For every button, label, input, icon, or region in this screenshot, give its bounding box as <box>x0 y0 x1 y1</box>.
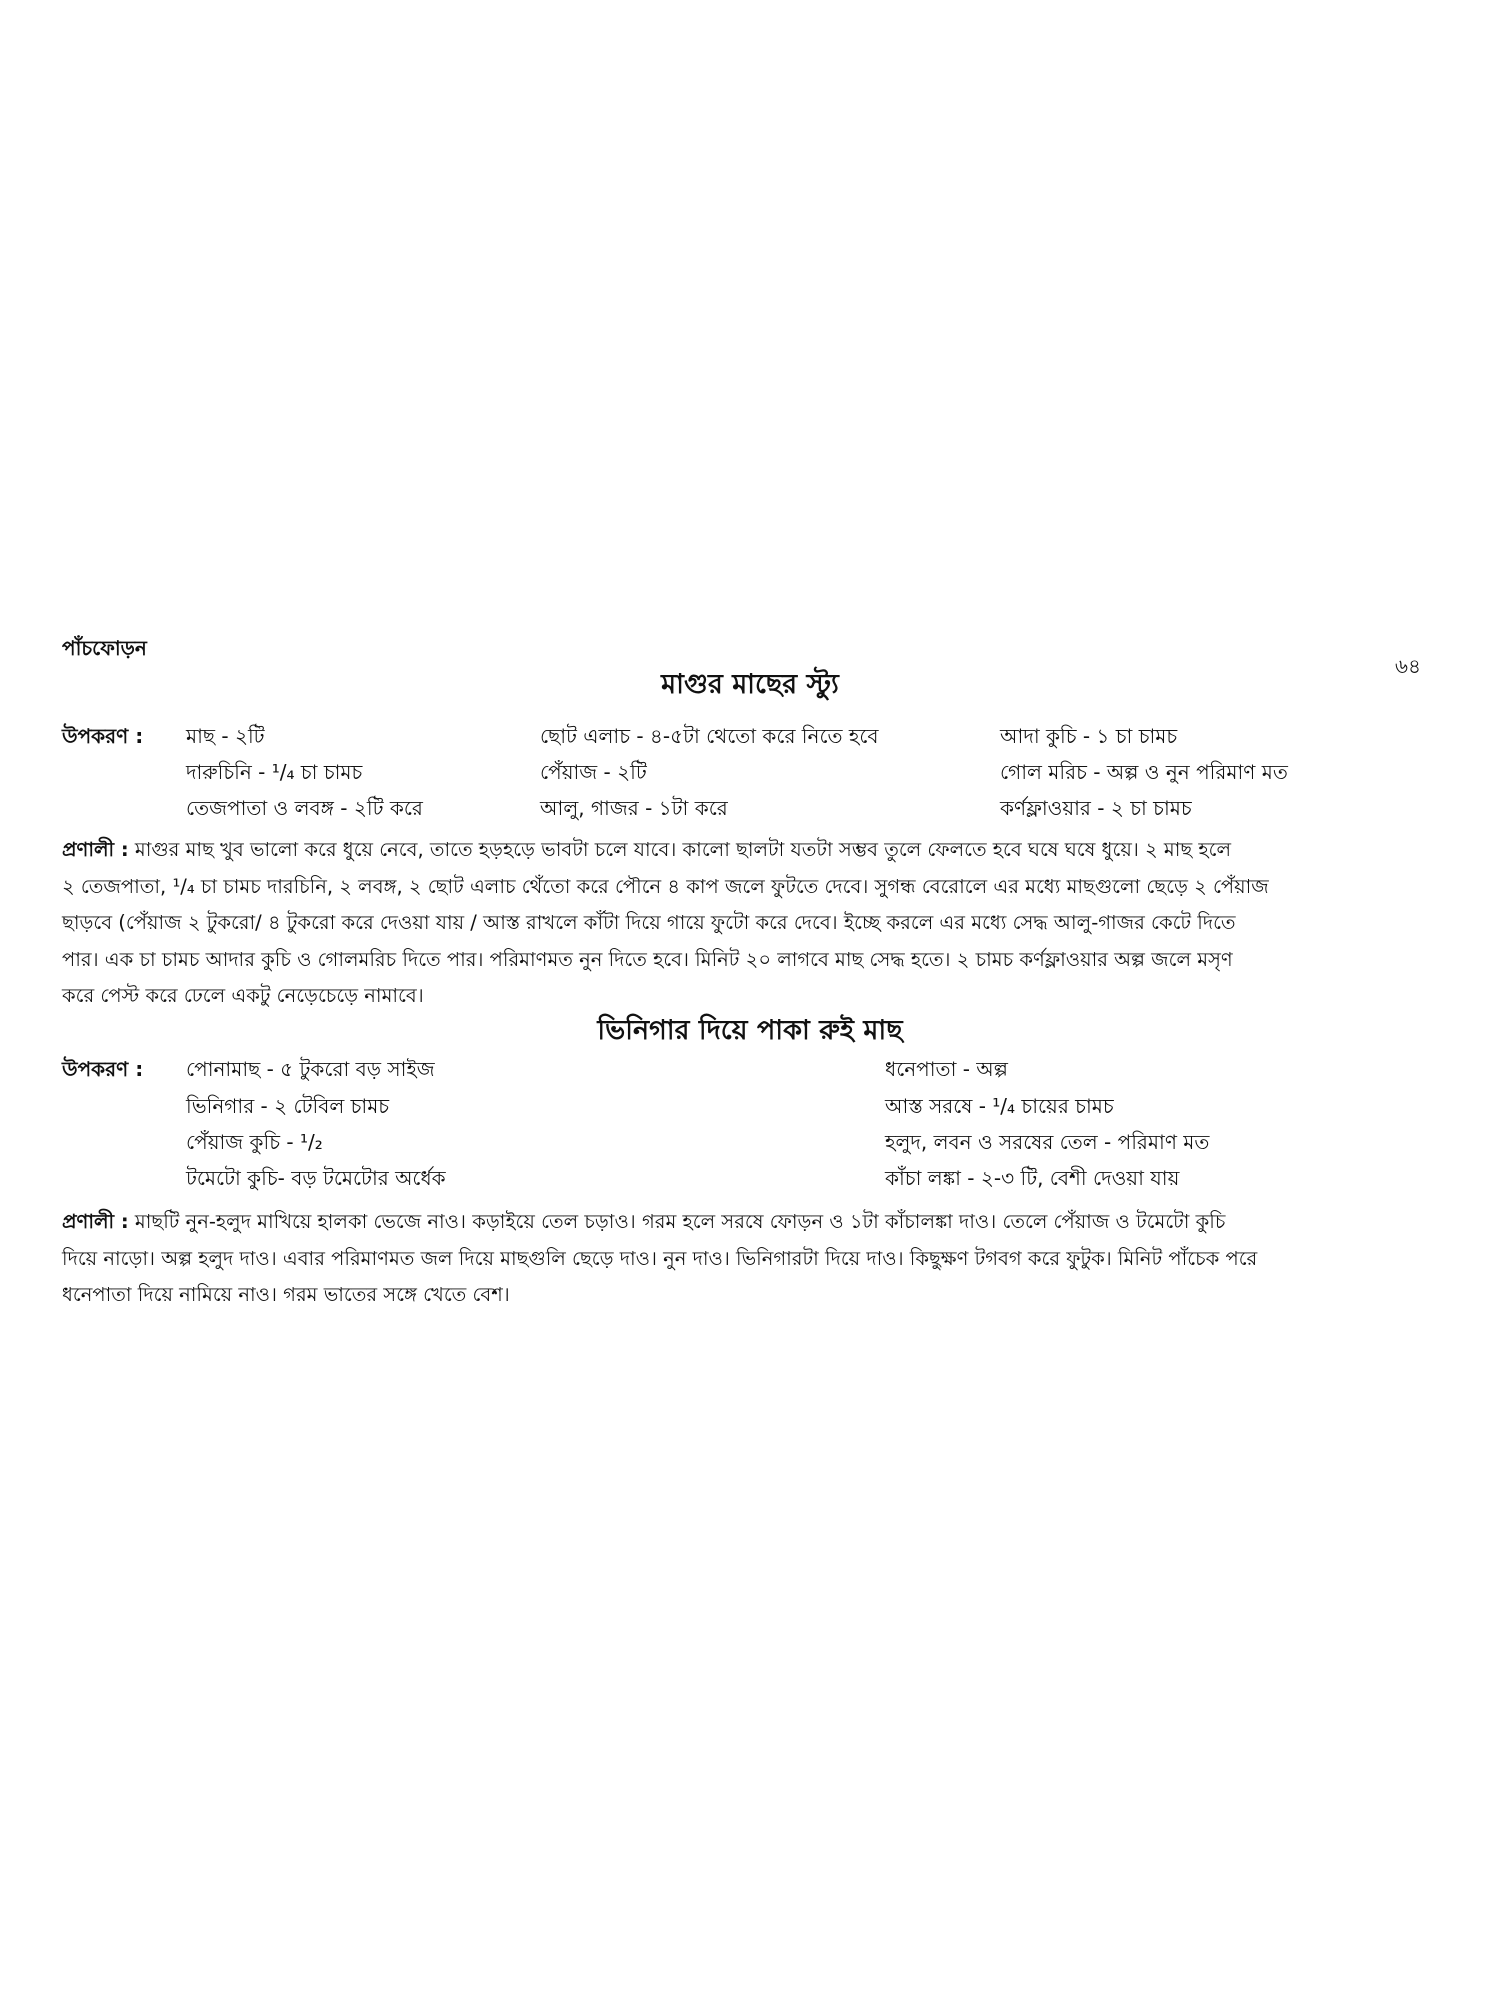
recipe1-ingredients-label: উপকরণ : <box>62 724 144 748</box>
method-line: ধনেপাতা দিয়ে নামিয়ে নাও। গরম ভাতের সঙ্গে খেতে বেশ। <box>62 1283 510 1306</box>
recipe2-ingredients-label: উপকরণ : <box>62 1057 144 1081</box>
recipe1-ingredient: পেঁয়াজ - ২টি <box>540 760 647 784</box>
method-line: মাগুর মাছ খুব ভালো করে ধুয়ে নেবে, তাতে হড়হড়ে ভাবটা চলে যাবে। কালো ছালটা যতটা সম্ভব তুলে ফেলতে হবে ঘষে ঘষে ধুয়ে। ২ মাছ হলে <box>134 838 1231 861</box>
recipe2-ingredient: কাঁচা লঙ্কা - ২-৩ টি, বেশী দেওয়া যায় <box>885 1166 1180 1190</box>
recipe1-ingredient: ছোট এলাচ - ৪-৫টা থেতো করে নিতে হবে <box>540 724 879 748</box>
recipe2-title: ভিনিগার দিয়ে পাকা রুই মাছ <box>597 1015 903 1046</box>
method-line: মাছটি নুন-হলুদ মাখিয়ে হালকা ভেজে নাও। কড়াইয়ে তেল চড়াও। গরম হলে সরষে ফোড়ন ও ১টা কাঁচালঙ্কা দাও। তেলে পেঁয়াজ ও টমেটো কুচি <box>134 1210 1226 1233</box>
method-line: দিয়ে নাড়ো। অল্প হলুদ দাও। এবার পরিমাণমত জল দিয়ে মাছগুলি ছেড়ে দাও। নুন দাও। ভিনিগারটা দিয়ে দাও। কিছুক্ষণ টগবগ করে ফুটুক। মিনিট পাঁচেক পরে <box>62 1246 1258 1270</box>
recipe2-ingredient: আস্ত সরষে - ¹/₄ চায়ের চামচ <box>885 1094 1114 1118</box>
recipe2-method <box>62 1204 1434 1314</box>
book-series-header: পাঁচফোড়ন <box>62 636 147 660</box>
recipe1-ingredient: আলু, গাজর - ১টা করে <box>540 796 728 820</box>
recipe1-ingredient: দারুচিনি - ¹/₄ চা চামচ <box>186 760 363 784</box>
recipe1-method-label: প্রণালী : <box>62 838 129 861</box>
recipe1-ingredient: আদা কুচি - ১ চা চামচ <box>1000 724 1178 748</box>
recipe2-ingredient: ধনেপাতা - অল্প <box>885 1057 1008 1081</box>
recipe2-ingredient: পেঁয়াজ কুচি - ¹/₂ <box>186 1130 323 1154</box>
recipe2-method-label: প্রণালী : <box>62 1210 129 1233</box>
method-line: করে পেস্ট করে ঢেলে একটু নেড়েচেড়ে নামাবে। <box>62 984 424 1007</box>
method-line: ২ তেজপাতা, ¹/₄ চা চামচ দারচিনি, ২ লবঙ্গ, ২ ছোট এলাচ থেঁতো করে পৌনে ৪ কাপ জলে ফুটতে দেবে। সুগন্ধ বেরোলে এর মধ্যে মাছগুলো ছেড়ে ২ পেঁয়াজ <box>62 874 1269 898</box>
recipe2-ingredient: ভিনিগার - ২ টেবিল চামচ <box>186 1094 390 1118</box>
recipe2-ingredient: পোনামাছ - ৫ টুকরো বড় সাইজ <box>186 1057 435 1081</box>
recipe1-ingredient: গোল মরিচ - অল্প ও নুন পরিমাণ মত <box>1000 760 1288 784</box>
recipe1-ingredient: মাছ - ২টি <box>186 724 265 748</box>
recipe1-title: মাগুর মাছের স্ট্যু <box>661 669 839 700</box>
method-line: ছাড়বে (পেঁয়াজ ২ টুকরো/ ৪ টুকরো করে দেওয়া যায় / আস্ত রাখলে কাঁটা দিয়ে গায়ে ফুটো করে দেবে। ইচ্ছে করলে এর মধ্যে সেদ্ধ আলু-গাজর কেটে দিতে <box>62 911 1236 934</box>
method-line: পার। এক চা চামচ আদার কুচি ও গোলমরিচ দিতে পার। পরিমাণমত নুন দিতে হবে। মিনিট ২০ লাগবে মাছ সেদ্ধ হতে। ২ চামচ কর্ণফ্লাওয়ার অল্প জলে মসৃণ <box>62 947 1233 971</box>
recipe2-ingredient: টমেটো কুচি- বড় টমেটোর অর্ধেক <box>186 1166 446 1190</box>
recipe1-ingredient: কর্ণফ্লাওয়ার - ২ চা চামচ <box>1000 796 1192 820</box>
recipe1-method <box>62 832 1434 1015</box>
recipe2-ingredient: হলুদ, লবন ও সরষের তেল - পরিমাণ মত <box>885 1130 1210 1154</box>
recipe1-ingredient: তেজপাতা ও লবঙ্গ - ২টি করে <box>186 796 423 820</box>
page-number: ৬৪ <box>1395 654 1421 678</box>
